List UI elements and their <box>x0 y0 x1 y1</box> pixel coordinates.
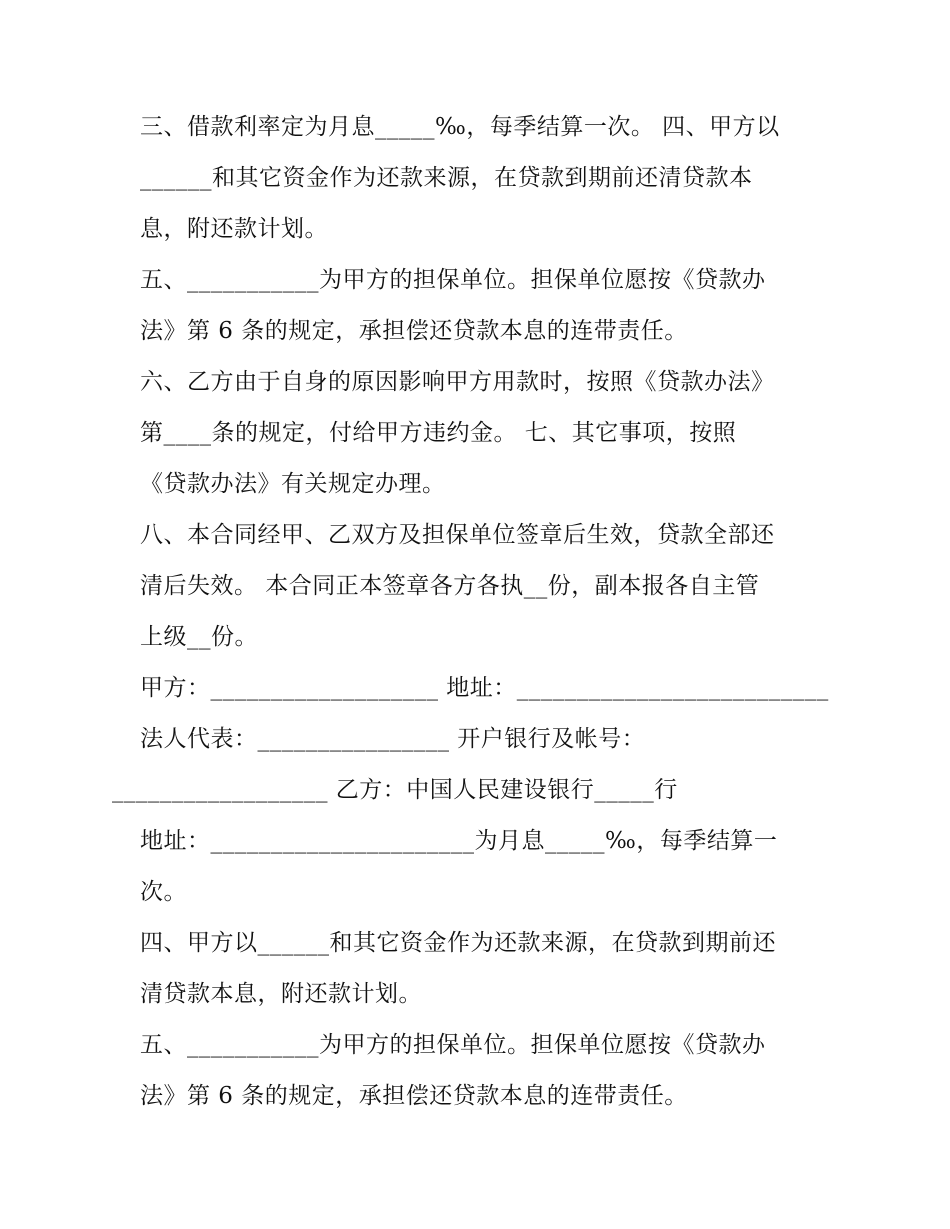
text-line-7: 第____条的规定，付给甲方违约金。 七、其它事项，按照 <box>140 420 737 446</box>
text-line-17: 四、甲方以______和其它资金作为还款来源，在贷款到期前还 <box>140 930 776 956</box>
text-line-13: 法人代表：________________ 开户银行及帐号： <box>140 726 646 752</box>
text-line-3: 息，附还款计划。 <box>140 216 328 242</box>
text-line-10: 清后失效。 本合同正本签章各方各执__份，副本报各自主管 <box>140 573 760 599</box>
text-line-8: 《贷款办法》有关规定办理。 <box>140 471 446 497</box>
text-line-5: 法》第 6 条的规定，承担偿还贷款本息的连带责任。 <box>140 318 688 344</box>
text-line-19: 五、___________为甲方的担保单位。担保单位愿按《贷款办 <box>140 1032 766 1058</box>
text-line-20: 法》第 6 条的规定，承担偿还贷款本息的连带责任。 <box>140 1083 688 1109</box>
text-line-16: 次。 <box>140 879 187 905</box>
text-line-2: ______和其它资金作为还款来源，在贷款到期前还清贷款本 <box>140 165 753 191</box>
text-line-9: 八、本合同经甲、乙双方及担保单位签章后生效，贷款全部还 <box>140 522 775 548</box>
text-line-18: 清贷款本息，附还款计划。 <box>140 981 422 1007</box>
text-line-1: 三、借款利率定为月息_____‰，每季结算一次。 四、甲方以 <box>140 114 780 140</box>
contract-text <box>112 102 829 1122</box>
text-line-12: 甲方：___________________ 地址：__________________________ <box>140 675 829 701</box>
text-line-14: __________________ 乙方：中国人民建设银行_____行 <box>112 777 678 803</box>
text-line-4: 五、___________为甲方的担保单位。担保单位愿按《贷款办 <box>140 267 766 293</box>
text-line-6: 六、乙方由于自身的原因影响甲方用款时，按照《贷款办法》 <box>140 369 775 395</box>
text-line-15: 地址：______________________为月息_____‰，每季结算一 <box>140 828 778 854</box>
text-line-11: 上级__份。 <box>140 624 258 650</box>
